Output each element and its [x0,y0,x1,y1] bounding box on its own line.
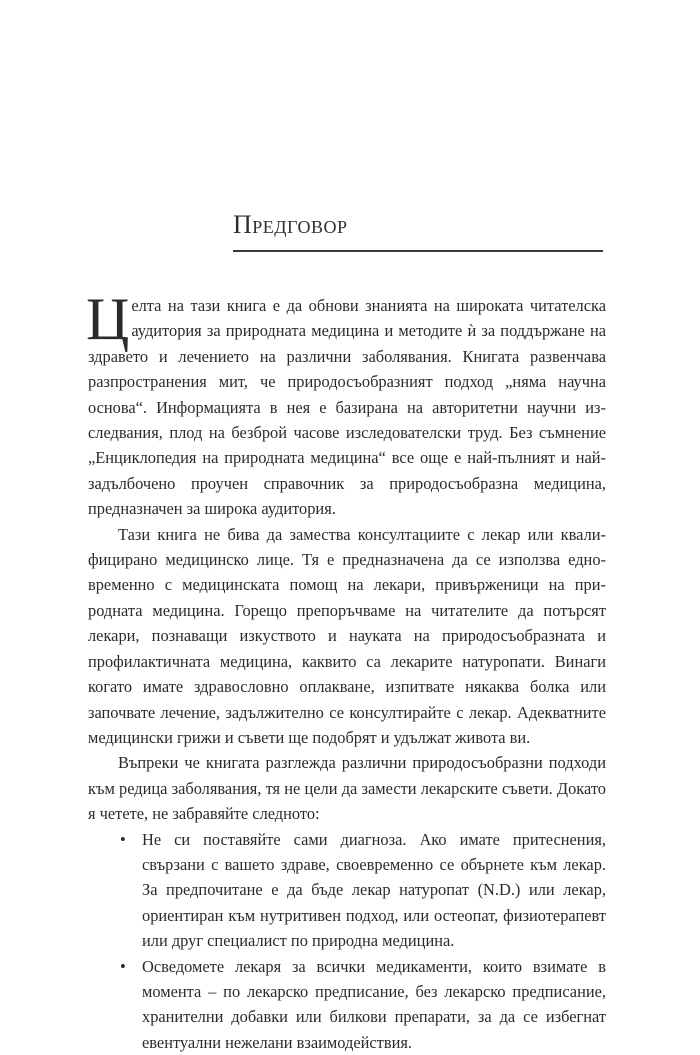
drop-cap: Ц [86,286,130,352]
paragraph-2: Тази книга не бива да замества консултациите с лекар или квалифицирано медицинско лице. Тя е предназначена да се използва едновременно с медицинската помощ на лекари, привърженици на природната медицина. Горещо препоръчваме на читателите да потърсят лекари, познаващи изкуството и науката на природосъобразната и профилактичната медицина, каквито са лекарите натуропати. Винаги когато имате здравословно оплакване, изпитвате някаква болка или започвате лечение, задължително се консултирайте с лекар. Адекватните медицински грижи и съвети ще подобрят и удължат живота ви. [88,524,606,747]
bullet-item-1-text: Не си поставяйте сами диагноза. Ако имате притеснения, свързани с вашето здраве, своевременно се обърнете към лекар. За предпочитане е да бъде лекар натуропат (N.D.) или лекар, ориентиран към нутритивен подход, или остеопат, физиотерапевт или друг специалист по природна медицина. [142,829,606,951]
bullet-list [88,827,606,1055]
chapter-heading: Предговор [233,210,348,239]
body-text [86,286,606,1055]
bullet-marker: • [120,829,126,849]
bullet-item-2 [118,954,606,1055]
bullet-marker: • [120,956,126,976]
paragraph-1 [86,286,606,522]
heading-rule [233,250,603,252]
paragraph-1-text: елта на тази книга е да обнови знанията на широката читателска аудитория за природната медицина и методите ѝ за поддържане на здравето и лечението на различни заболявания. Книгата развенчава разпространения мит, че природосъобразният подход „няма научна основа“. Информацията в нея е базирана на авторитетни научни изследвания, плод на безброй часове изследователски труд. Без съмнение „Енциклопедия на природната медицина“ все още е най-пълният и най-задълбочено проучен справочник за природосъобразна медицина, предназначен за широка аудитория. [88,296,606,519]
paragraph-3: Въпреки че книгата разглежда различни природосъобразни подходи към редица заболявания, тя не цели да замести лекарските съвети. Докато я четете, не забравяйте следното: [88,753,606,824]
heading-block [233,208,603,252]
bullet-item-2-text: Осведомете лекаря за всички медикаменти, които взимате в момента – по лекарско предписание, без лекарско предписание, хранителни добавки или билкови препарати, за да се избегнат евентуални нежелани взаимодействия. [142,956,606,1052]
bullet-item-1 [118,827,606,954]
